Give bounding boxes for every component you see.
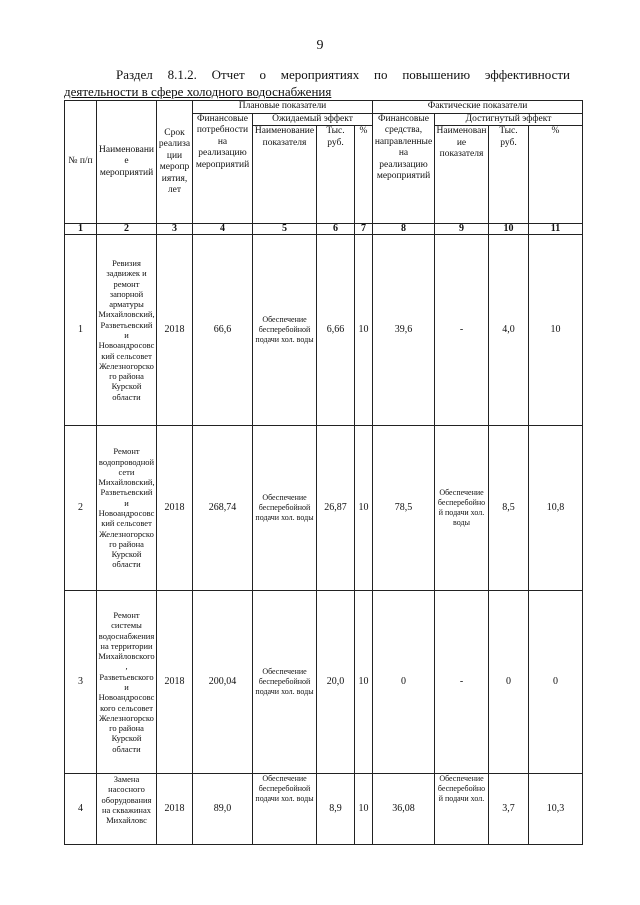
row-plan-percent: 10 <box>355 426 373 591</box>
header-fact-percent: % <box>529 126 583 224</box>
row-num: 4 <box>65 774 97 845</box>
header-fact-thousand: Тыс. руб. <box>489 126 529 224</box>
header-fact-finance: Финансовые средства, направленные на реализацию мероприятий <box>373 113 435 224</box>
row-fact-indicator: - <box>435 235 489 426</box>
table-row <box>65 235 583 426</box>
row-plan-percent: 10 <box>355 774 373 845</box>
heading-line-1: Раздел 8.1.2. Отчет о мероприятиях по повышению эффективности <box>116 67 570 82</box>
row-plan-indicator: Обеспечение бесперебойной подачи хол. воды <box>253 774 317 845</box>
column-number: 9 <box>435 224 489 235</box>
row-fact-percent: 10,3 <box>529 774 583 845</box>
row-plan-indicator: Обеспечение бесперебойной подачи хол. воды <box>253 235 317 426</box>
header-actual: Фактические показатели <box>373 101 583 114</box>
table-row <box>65 591 583 774</box>
header-name: Наименование мероприятий <box>97 101 157 224</box>
row-plan-finance: 268,74 <box>193 426 253 591</box>
row-fact-finance: 78,5 <box>373 426 435 591</box>
row-term: 2018 <box>157 235 193 426</box>
header-plan-percent: % <box>355 126 373 224</box>
page-number: 9 <box>316 38 324 53</box>
column-number: 11 <box>529 224 583 235</box>
row-plan-indicator: Обеспечение бесперебойной подачи хол. воды <box>253 591 317 774</box>
row-name: Ремонт водопроводной сети Михайловский, Разветьевский и Новоандросовский сельсовет Железногорского района Курской области <box>97 426 157 591</box>
header-achieved-effect: Достигнутый эффект <box>435 113 583 126</box>
row-fact-thousand: 4,0 <box>489 235 529 426</box>
column-number: 2 <box>97 224 157 235</box>
header-plan-finance: Финансовые потребности на реализацию мероприятий <box>193 113 253 224</box>
row-fact-percent: 10 <box>529 235 583 426</box>
row-fact-thousand: 0 <box>489 591 529 774</box>
row-term: 2018 <box>157 591 193 774</box>
header-plan-thousand: Тыс. руб. <box>317 126 355 224</box>
row-plan-percent: 10 <box>355 591 373 774</box>
row-fact-finance: 0 <box>373 591 435 774</box>
row-plan-finance: 66,6 <box>193 235 253 426</box>
row-plan-thousand: 26,87 <box>317 426 355 591</box>
row-num: 2 <box>65 426 97 591</box>
header-expected-effect: Ожидаемый эффект <box>253 113 373 126</box>
header-planned: Плановые показатели <box>193 101 373 114</box>
row-plan-indicator: Обеспечение бесперебойной подачи хол. воды <box>253 426 317 591</box>
row-fact-percent: 0 <box>529 591 583 774</box>
header-fact-indicator: Наименование показателя <box>435 126 489 224</box>
column-number: 5 <box>253 224 317 235</box>
row-plan-percent: 10 <box>355 235 373 426</box>
heading-line-2: деятельности в сфере холодного водоснабжения <box>64 84 332 99</box>
row-fact-indicator: - <box>435 591 489 774</box>
row-num: 3 <box>65 591 97 774</box>
row-name: Ремонт системы водоснабжения на территории Михайловского, Разветьевского и Новоандросовского сельсовет Железногорского района Курской области <box>97 591 157 774</box>
table-row <box>65 774 583 845</box>
row-fact-percent: 10,8 <box>529 426 583 591</box>
row-plan-thousand: 6,66 <box>317 235 355 426</box>
column-number: 1 <box>65 224 97 235</box>
column-number: 7 <box>355 224 373 235</box>
row-fact-finance: 36,08 <box>373 774 435 845</box>
header-plan-indicator: Наименование показателя <box>253 126 317 224</box>
column-number: 6 <box>317 224 355 235</box>
header-term: Срок реализации мероприятия, лет <box>157 101 193 224</box>
row-name: Замена насосного оборудования на скважинах Михайловс <box>97 774 157 845</box>
measures-table <box>64 100 583 845</box>
row-num: 1 <box>65 235 97 426</box>
row-fact-finance: 39,6 <box>373 235 435 426</box>
row-fact-thousand: 8,5 <box>489 426 529 591</box>
column-number: 3 <box>157 224 193 235</box>
section-heading <box>64 66 570 100</box>
row-name: Ревизия задвижек и ремонт запорной арматуры Михайловский, Разветьевский и Новоандросовский сельсовет Железногорского района Курской области <box>97 235 157 426</box>
row-term: 2018 <box>157 426 193 591</box>
row-plan-finance: 200,04 <box>193 591 253 774</box>
row-plan-thousand: 8,9 <box>317 774 355 845</box>
row-fact-indicator: Обеспечение бесперебойной подачи хол. воды <box>435 426 489 591</box>
row-term: 2018 <box>157 774 193 845</box>
header-num: № п/п <box>65 101 97 224</box>
row-plan-thousand: 20,0 <box>317 591 355 774</box>
column-number: 8 <box>373 224 435 235</box>
row-fact-indicator: Обеспечение бесперебойной подачи хол. <box>435 774 489 845</box>
table-row <box>65 426 583 591</box>
row-plan-finance: 89,0 <box>193 774 253 845</box>
column-number: 10 <box>489 224 529 235</box>
column-number-row <box>65 224 583 235</box>
column-number: 4 <box>193 224 253 235</box>
row-fact-thousand: 3,7 <box>489 774 529 845</box>
